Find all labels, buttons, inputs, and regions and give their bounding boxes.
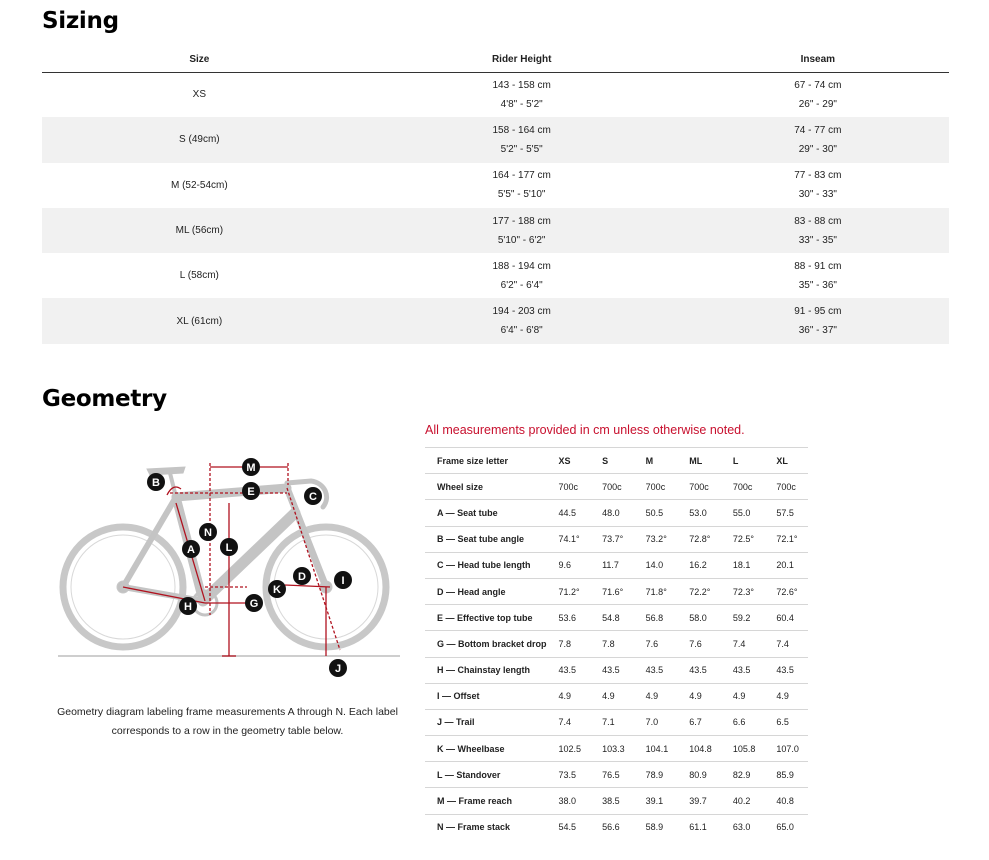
geometry-value-cell: 18.1 <box>721 552 765 578</box>
geometry-value-cell: 43.5 <box>590 657 634 683</box>
rider-height-cell <box>357 72 687 117</box>
geometry-value-cell: 53.6 <box>547 605 591 631</box>
geometry-row <box>425 814 808 840</box>
geometry-value-cell: 56.8 <box>634 605 678 631</box>
geometry-value-cell: 38.5 <box>590 788 634 814</box>
geometry-value-cell: ML <box>677 448 721 474</box>
geometry-value-cell: 72.1° <box>764 526 808 552</box>
marker-h <box>179 597 197 615</box>
inseam-cell <box>687 72 949 117</box>
geometry-value-cell: 103.3 <box>590 736 634 762</box>
geometry-value-cell: 11.7 <box>590 552 634 578</box>
geometry-value-cell: 72.5° <box>721 526 765 552</box>
geometry-value-cell: 39.1 <box>634 788 678 814</box>
inseam-in: 29" - 30" <box>798 143 837 155</box>
geometry-value-cell: 104.1 <box>634 736 678 762</box>
size-cell: L (58cm) <box>179 270 219 282</box>
marker-e <box>242 482 260 500</box>
geometry-value-cell: 74.1° <box>547 526 591 552</box>
geometry-row <box>425 552 808 578</box>
size-cell: XS <box>192 89 206 101</box>
inseam-cm: 74 - 77 cm <box>794 124 842 136</box>
geometry-value-cell: 72.3° <box>721 578 765 604</box>
geometry-value-cell: 700c <box>547 474 591 500</box>
geometry-row <box>425 657 808 683</box>
geometry-row-label: E — Effective top tube <box>425 605 547 631</box>
inseam-cell <box>687 117 949 162</box>
size-cell: ML (56cm) <box>42 208 357 253</box>
geometry-row <box>425 500 808 526</box>
geometry-table-body <box>425 448 808 841</box>
inseam-cm: 77 - 83 cm <box>794 170 842 182</box>
sizing-row <box>42 208 949 253</box>
geometry-value-cell: L <box>721 448 765 474</box>
inseam-cm: 88 - 91 cm <box>794 260 842 272</box>
geometry-value-cell: 7.6 <box>677 631 721 657</box>
marker-j <box>329 659 347 677</box>
geometry-value-cell: 85.9 <box>764 762 808 788</box>
geometry-value-cell: 700c <box>764 474 808 500</box>
marker-m <box>242 458 260 476</box>
size-cell: S (49cm) <box>42 117 357 162</box>
marker-i <box>334 571 352 589</box>
geometry-value-cell: 7.8 <box>590 631 634 657</box>
bike-geometry-diagram <box>55 455 405 685</box>
svg-text:L: L <box>225 541 233 554</box>
geometry-value-cell: 43.5 <box>677 657 721 683</box>
geometry-value-cell: 4.9 <box>634 683 678 709</box>
geometry-value-cell: 7.4 <box>547 709 591 735</box>
geometry-row-label: Wheel size <box>425 474 547 500</box>
marker-c <box>304 487 322 505</box>
svg-text:I: I <box>341 574 345 587</box>
geometry-row-label: A — Seat tube <box>425 500 547 526</box>
marker-b <box>147 473 165 491</box>
rider-height-cell <box>357 253 687 298</box>
svg-text:G: G <box>249 597 259 610</box>
geometry-row-label: I — Offset <box>425 683 547 709</box>
geometry-value-cell: 14.0 <box>634 552 678 578</box>
rider-height-column-header: Rider Height <box>357 48 687 72</box>
sizing-heading: Sizing <box>42 8 119 34</box>
geometry-value-cell: 40.2 <box>721 788 765 814</box>
sizing-table-body <box>42 72 949 344</box>
geometry-row-label: C — Head tube length <box>425 552 547 578</box>
inseam-in: 33" - 35" <box>798 234 837 246</box>
svg-text:A: A <box>187 543 195 556</box>
geometry-row <box>425 683 808 709</box>
geometry-value-cell: 54.8 <box>590 605 634 631</box>
geometry-value-cell: 43.5 <box>547 657 591 683</box>
geometry-heading: Geometry <box>42 386 167 412</box>
geometry-value-cell: 61.1 <box>677 814 721 840</box>
geometry-value-cell: 700c <box>634 474 678 500</box>
sizing-row <box>42 298 949 343</box>
svg-text:E: E <box>247 485 255 498</box>
diagram-caption: Geometry diagram labeling frame measurements A through N. Each label corresponds to a row in the geometry table below. <box>57 706 398 737</box>
geometry-value-cell: 700c <box>721 474 765 500</box>
geometry-value-cell: 7.4 <box>764 631 808 657</box>
geometry-value-cell: 71.2° <box>547 578 591 604</box>
geometry-value-cell: 80.9 <box>677 762 721 788</box>
geometry-value-cell: 104.8 <box>677 736 721 762</box>
geometry-value-cell: 7.6 <box>634 631 678 657</box>
geometry-value-cell: 107.0 <box>764 736 808 762</box>
geometry-value-cell: 72.8° <box>677 526 721 552</box>
sizing-row <box>42 253 949 298</box>
geometry-value-cell: 43.5 <box>764 657 808 683</box>
geometry-row-label: M — Frame reach <box>425 788 547 814</box>
geometry-value-cell: 76.5 <box>590 762 634 788</box>
geometry-value-cell: 700c <box>590 474 634 500</box>
geometry-value-cell: 7.8 <box>547 631 591 657</box>
geometry-value-cell: 56.6 <box>590 814 634 840</box>
geometry-value-cell: 6.7 <box>677 709 721 735</box>
geometry-value-cell: 4.9 <box>764 683 808 709</box>
height-ft: 5'2" - 5'5" <box>500 143 543 155</box>
geometry-value-cell: 53.0 <box>677 500 721 526</box>
geometry-value-cell: 55.0 <box>721 500 765 526</box>
geometry-value-cell: 16.2 <box>677 552 721 578</box>
geometry-value-cell: 44.5 <box>547 500 591 526</box>
inseam-cell <box>687 208 949 253</box>
geometry-row <box>425 709 808 735</box>
geometry-value-cell: S <box>590 448 634 474</box>
geometry-value-cell: 78.9 <box>634 762 678 788</box>
inseam-cm: 91 - 95 cm <box>794 306 842 318</box>
rider-height-cell <box>357 163 687 208</box>
geometry-value-cell: 60.4 <box>764 605 808 631</box>
geometry-value-cell: 40.8 <box>764 788 808 814</box>
geometry-value-cell: XS <box>547 448 591 474</box>
size-cell: XL (61cm) <box>42 298 357 343</box>
geometry-row-label: J — Trail <box>425 709 547 735</box>
inseam-cell <box>687 298 949 343</box>
height-ft: 6'2" - 6'4" <box>500 279 543 291</box>
geometry-value-cell: 700c <box>677 474 721 500</box>
inseam-in: 26" - 29" <box>798 98 837 110</box>
geometry-row-label: G — Bottom bracket drop <box>425 631 547 657</box>
measurement-note: All measurements provided in cm unless otherwise noted. <box>425 423 745 437</box>
geometry-value-cell: 50.5 <box>634 500 678 526</box>
inseam-cm: 83 - 88 cm <box>794 215 842 227</box>
svg-text:N: N <box>204 526 212 539</box>
geometry-header-row <box>425 448 808 474</box>
geometry-value-cell: 82.9 <box>721 762 765 788</box>
svg-text:H: H <box>184 600 192 613</box>
rider-height-cell <box>357 208 687 253</box>
size-cell: M (52-54cm) <box>170 179 228 191</box>
geometry-value-cell: XL <box>764 448 808 474</box>
geometry-value-cell: 20.1 <box>764 552 808 578</box>
marker-l <box>220 538 238 556</box>
sizing-header-row <box>42 48 949 72</box>
geometry-row-label: L — Standover <box>425 762 547 788</box>
geometry-value-cell: 65.0 <box>764 814 808 840</box>
geometry-row <box>425 578 808 604</box>
geometry-value-cell: 6.6 <box>721 709 765 735</box>
geometry-table <box>425 447 808 840</box>
marker-k <box>268 580 286 598</box>
marker-g <box>245 594 263 612</box>
geometry-value-cell: 58.9 <box>634 814 678 840</box>
height-cm: 194 - 203 cm <box>492 306 551 318</box>
height-ft: 4'8" - 5'2" <box>500 98 543 110</box>
rider-height-cell <box>357 117 687 162</box>
geometry-value-cell: 57.5 <box>764 500 808 526</box>
geometry-row <box>425 762 808 788</box>
geometry-value-cell: 102.5 <box>547 736 591 762</box>
geometry-row-label: B — Seat tube angle <box>425 526 547 552</box>
geometry-row <box>425 605 808 631</box>
geometry-value-cell: 38.0 <box>547 788 591 814</box>
geometry-value-cell: 72.2° <box>677 578 721 604</box>
geometry-row-label: H — Chainstay length <box>425 657 547 683</box>
height-cm: 158 - 164 cm <box>492 124 551 136</box>
geometry-value-cell: 7.1 <box>590 709 634 735</box>
geometry-value-cell: 105.8 <box>721 736 765 762</box>
geometry-value-cell: 4.9 <box>590 683 634 709</box>
geometry-row-label: N — Frame stack <box>425 814 547 840</box>
inseam-cell <box>687 253 949 298</box>
sizing-table <box>42 48 949 344</box>
rider-height-cell <box>357 298 687 343</box>
marker-d <box>293 567 311 585</box>
geometry-value-cell: 4.9 <box>547 683 591 709</box>
geometry-value-cell: 73.2° <box>634 526 678 552</box>
geometry-value-cell: 43.5 <box>634 657 678 683</box>
svg-text:B: B <box>152 476 160 489</box>
sizing-row <box>42 72 949 117</box>
geometry-row-label: Frame size letter <box>425 448 547 474</box>
geometry-value-cell: 71.8° <box>634 578 678 604</box>
geometry-value-cell: 73.5 <box>547 762 591 788</box>
geometry-value-cell: 73.7° <box>590 526 634 552</box>
geometry-row-label: D — Head angle <box>425 578 547 604</box>
geometry-value-cell: 58.0 <box>677 605 721 631</box>
geometry-value-cell: 4.9 <box>721 683 765 709</box>
height-ft: 5'10" - 6'2" <box>497 234 546 246</box>
geometry-value-cell: 72.6° <box>764 578 808 604</box>
sizing-row <box>42 117 949 162</box>
geometry-value-cell: 9.6 <box>547 552 591 578</box>
height-cm: 188 - 194 cm <box>492 260 551 272</box>
inseam-cm: 67 - 74 cm <box>794 79 842 91</box>
geometry-value-cell: 48.0 <box>590 500 634 526</box>
geometry-value-cell: 63.0 <box>721 814 765 840</box>
marker-a <box>182 540 200 558</box>
size-column-header: Size <box>42 48 357 72</box>
inseam-in: 35" - 36" <box>798 279 837 291</box>
marker-n <box>199 523 217 541</box>
geometry-value-cell: 59.2 <box>721 605 765 631</box>
height-ft: 6'4" - 6'8" <box>500 325 543 337</box>
geometry-value-cell: 39.7 <box>677 788 721 814</box>
geometry-value-cell: 7.0 <box>634 709 678 735</box>
inseam-in: 36" - 37" <box>798 325 837 337</box>
geometry-row <box>425 736 808 762</box>
geometry-value-cell: 71.6° <box>590 578 634 604</box>
geometry-value-cell: 4.9 <box>677 683 721 709</box>
geometry-row <box>425 474 808 500</box>
inseam-in: 30" - 33" <box>798 189 837 201</box>
svg-text:C: C <box>309 490 317 503</box>
sizing-row <box>42 163 949 208</box>
geometry-row <box>425 631 808 657</box>
geometry-value-cell: 7.4 <box>721 631 765 657</box>
geometry-row <box>425 526 808 552</box>
svg-text:D: D <box>298 570 306 583</box>
geometry-row <box>425 788 808 814</box>
geometry-value-cell: 54.5 <box>547 814 591 840</box>
geometry-value-cell: 6.5 <box>764 709 808 735</box>
geometry-value-cell: 43.5 <box>721 657 765 683</box>
inseam-cell <box>687 163 949 208</box>
svg-text:K: K <box>273 583 281 596</box>
height-cm: 164 - 177 cm <box>492 170 551 182</box>
height-cm: 143 - 158 cm <box>492 79 551 91</box>
geometry-value-cell: M <box>634 448 678 474</box>
svg-text:J: J <box>334 662 342 675</box>
height-cm: 177 - 188 cm <box>492 215 551 227</box>
height-ft: 5'5" - 5'10" <box>497 189 546 201</box>
svg-text:M: M <box>246 461 256 474</box>
geometry-row-label: K — Wheelbase <box>425 736 547 762</box>
inseam-column-header: Inseam <box>687 48 949 72</box>
